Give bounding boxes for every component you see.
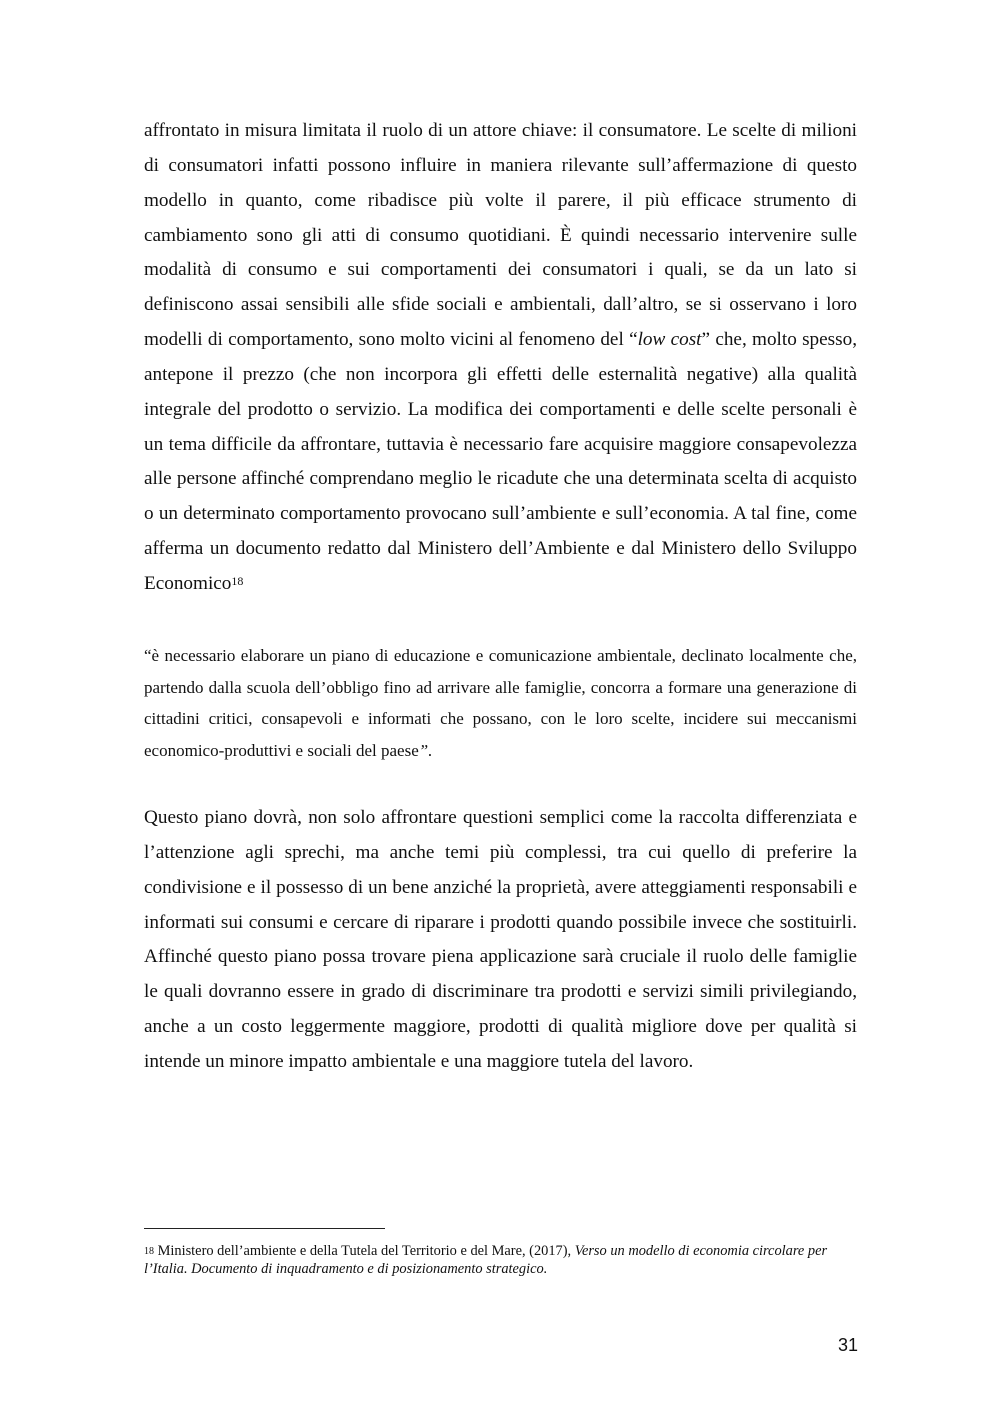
body-paragraph [144,114,857,602]
quote-text: “è necessario elaborare un piano di educazione e comunicazione ambientale, declinato localmente che, partendo dalla scuola dell’obbligo fino ad arrivare alle famiglie, concorra a formare una generazione di cittadini critici, consapevoli e informati che possano, con le loro scelte, incidere sui meccanismi economico-produttivi e sociali del paese [144,646,857,761]
body-paragraph [144,801,857,1080]
footnote-text: Ministero dell’ambiente e della Tutela del Territorio e del Mare, (2017), [154,1243,575,1259]
italic-term: low cost [637,329,702,351]
footnote-number: 18 [144,1246,154,1257]
footnote-reference[interactable]: 18 [231,573,244,588]
footnote [144,1242,857,1278]
block-quote [144,640,857,767]
page-number: 31 [837,1335,858,1355]
paragraph-text: ” che, molto spesso, antepone il prezzo (che non incorpora gli effetti delle esternalità negative) alla qualità integrale del prodotto o servizio. La modifica dei comportamenti e delle scelte personali è un tema difficile da affrontare, tuttavia è necessario fare acquisire maggiore consapevolezza alle persone affinché comprendano meglio le ricadute che una determinata scelta di acquisto o un determinato comportamento provocano sull’ambiente e sull’economia. A tal fine, come afferma un documento redatto dal Ministero dell’Ambiente e dal Ministero dello Sviluppo Economico [144,329,857,594]
paragraph-text: Questo piano dovrà, non solo affrontare questioni semplici come la raccolta differenziata e l’attenzione agli sprechi, ma anche temi più complessi, tra cui quello di preferire la condivisione e il possesso di un bene anziché la proprietà, avere atteggiamenti responsabili e informati sui consumi e cercare di riparare i prodotti quando possibile invece che sostituirli. Affinché questo piano possa trovare piena applicazione sarà cruciale il ruolo delle famiglie le quali dovranno essere in grado di discriminare tra prodotti e servizi simili privilegiando, anche a un costo leggermente maggiore, prodotti di qualità migliore dove per qualità si intende un minore impatto ambientale e una maggiore tutela del lavoro. [144,807,857,1072]
quote-closing: ”. [418,741,433,761]
paragraph-text: affrontato in misura limitata il ruolo di un attore chiave: il consumatore. Le scelte di milioni di consumatori infatti possono influire in maniera rilevante sull’affermazione di questo modello in quanto, come ribadisce più volte il parere, il più efficace strumento di cambiamento sono gli atti di consumo quotidiani. È quindi necessario intervenire sulle modalità di consumo e sui comportamenti dei consumatori i quali, se da un lato si definiscono assai sensibili alle sfide sociali e ambientali, dall’altro, se si osservano i loro modelli di comportamento, sono molto vicini al fenomeno del “ [144,120,857,351]
footnote-separator [144,1228,385,1229]
footnote-title: Verso un modello di economia circolare per l’Italia. Documento di inquadramento e di posizionamento strategico. [144,1243,828,1277]
